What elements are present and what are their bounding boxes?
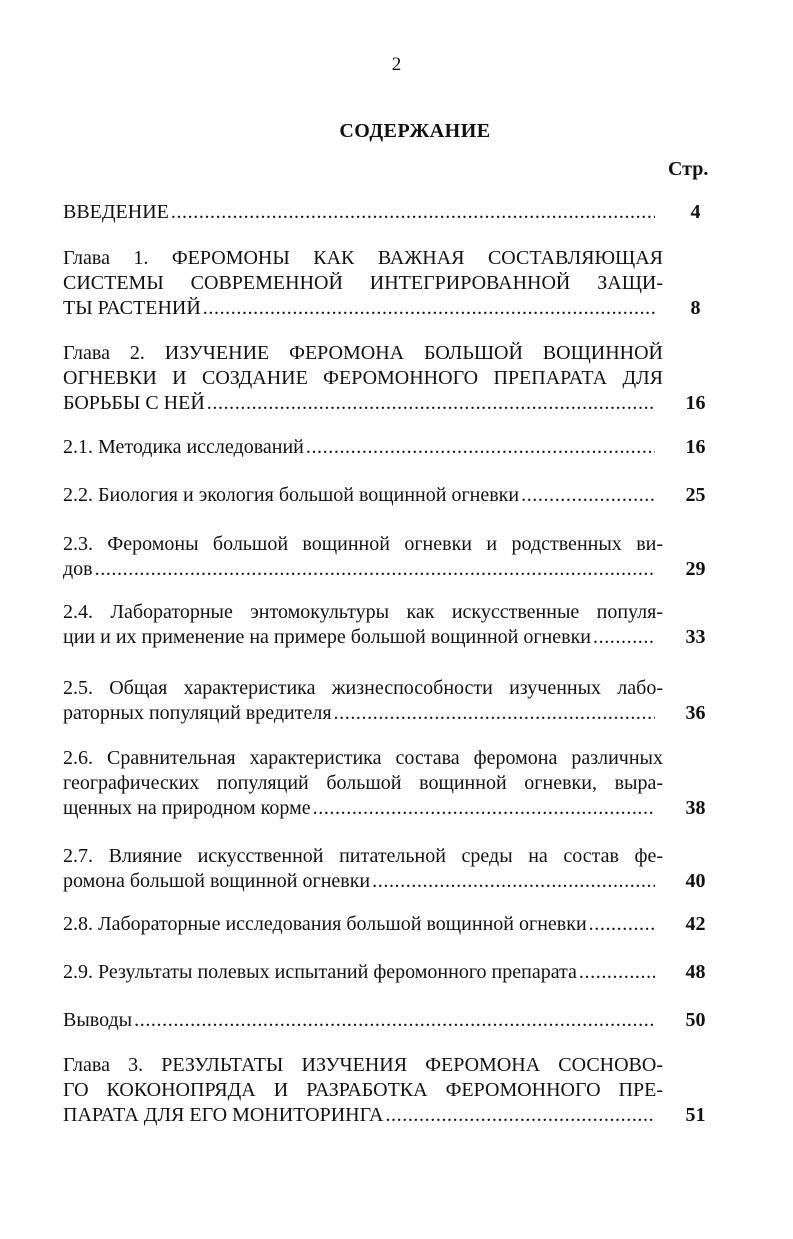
- toc-entry-text: ции и их применение на примере большой вощинной огневки: [63, 626, 591, 648]
- dot-leader: [579, 960, 655, 985]
- toc-entry: [63, 746, 706, 821]
- dot-leader: [306, 435, 655, 460]
- toc-entry-text: 2.2. Биология и экология большой вощинной огневки: [63, 484, 520, 506]
- toc-page-number: 42: [685, 913, 706, 935]
- toc-entry-text: ПАРАТА ДЛЯ ЕГО МОНИТОРИНГА: [63, 1104, 384, 1126]
- toc-entry: [63, 200, 701, 225]
- toc-entry-last-line: [63, 625, 663, 650]
- toc-entry: [63, 532, 706, 582]
- toc-entry-last-line: [63, 912, 663, 937]
- toc-page-number: 16: [685, 392, 706, 414]
- toc-entry: [63, 435, 706, 460]
- toc-entry: [63, 844, 706, 894]
- page-number: 2: [391, 54, 402, 75]
- toc-entry-text: ТЫ РАСТЕНИЙ: [63, 297, 201, 319]
- toc-entry-text: 2.3. Феромоны большой вощинной огневки и родственных ви-: [63, 533, 663, 555]
- toc-page-number: 4: [690, 201, 701, 223]
- toc-page-number: 8: [690, 297, 701, 319]
- toc-entry-text: 2.9. Результаты полевых испытаний феромонного препарата: [63, 961, 577, 983]
- toc-entry-text: ВВЕДЕНИЕ: [63, 201, 169, 223]
- toc-entry-text: Глава 2. ИЗУЧЕНИЕ ФЕРОМОНА БОЛЬШОЙ ВОЩИННОЙ: [63, 342, 663, 364]
- toc-entry-line: [63, 271, 663, 296]
- toc-entry-text: СИСТЕМЫ СОВРЕМЕННОЙ ИНТЕГРИРОВАННОЙ ЗАЩИ-: [63, 272, 663, 294]
- page-column-label: Стр.: [668, 158, 709, 180]
- toc-page-number: 48: [685, 961, 706, 983]
- toc-page-number: 29: [685, 558, 706, 580]
- toc-entry-text: 2.7. Влияние искусственной питательной среды на состав фе-: [63, 845, 663, 867]
- toc-entry-line: [63, 600, 663, 625]
- toc-entry-text: щенных на природном корме: [63, 797, 311, 819]
- toc-page-number: 40: [685, 870, 706, 892]
- toc-entry-last-line: [63, 960, 663, 985]
- dot-leader: [203, 296, 655, 321]
- toc-entry: [63, 246, 701, 321]
- dot-leader: [521, 483, 655, 508]
- toc-entry: [63, 912, 706, 937]
- toc-page-number: 25: [685, 484, 706, 506]
- toc-entry-text: ОГНЕВКИ И СОЗДАНИЕ ФЕРОМОННОГО ПРЕПАРАТА ДЛЯ: [63, 367, 663, 389]
- toc-entry-text: Глава 1. ФЕРОМОНЫ КАК ВАЖНАЯ СОСТАВЛЯЮЩАЯ: [63, 247, 663, 269]
- toc-page-number: 36: [685, 702, 706, 724]
- toc-entry: [63, 1053, 706, 1128]
- toc-entry-last-line: [63, 869, 663, 894]
- toc-entry-last-line: [63, 483, 663, 508]
- dot-leader: [385, 1103, 655, 1128]
- toc-entry-text: дов: [63, 558, 93, 580]
- toc-entry-text: раторных популяций вредителя: [63, 702, 332, 724]
- toc-entry: [63, 600, 706, 650]
- toc-entry-text: географических популяций большой вощинной огневки, выра-: [63, 772, 663, 794]
- toc-entry: [63, 960, 706, 985]
- toc-entry: [63, 1008, 706, 1033]
- toc-entry-text: 2.4. Лабораторные энтомокультуры как искусственные популя-: [63, 601, 663, 623]
- toc-entry-text: ГО КОКОНОПРЯДА И РАЗРАБОТКА ФЕРОМОННОГО ПРЕ-: [63, 1079, 663, 1101]
- toc-entry-text: ромона большой вощинной огневки: [63, 870, 371, 892]
- toc-entry-text: 2.5. Общая характеристика жизнеспособности изученных лабо-: [63, 677, 663, 699]
- page-title: СОДЕРЖАНИЕ: [339, 120, 491, 142]
- toc-entry-last-line: [63, 796, 663, 821]
- toc-entry-line: [63, 844, 663, 869]
- dot-leader: [95, 557, 655, 582]
- toc-entry-line: [63, 676, 663, 701]
- dot-leader: [334, 701, 655, 726]
- toc-entry-last-line: [63, 701, 663, 726]
- toc-entry-line: [63, 771, 663, 796]
- toc-entry-text: Выводы: [63, 1009, 133, 1031]
- toc-page-number: 33: [685, 626, 706, 648]
- toc-entry-last-line: [63, 435, 663, 460]
- toc-entry-last-line: [63, 1103, 663, 1128]
- toc-entry-line: [63, 532, 663, 557]
- toc-entry-line: [63, 246, 663, 271]
- toc-entry-last-line: [63, 200, 663, 225]
- toc-entry: [63, 676, 706, 726]
- toc-page-number: 50: [685, 1009, 706, 1031]
- dot-leader: [589, 912, 655, 937]
- dot-leader: [372, 869, 655, 894]
- toc-entry-line: [63, 1078, 663, 1103]
- dot-leader: [171, 200, 655, 225]
- toc-entry-text: 2.6. Сравнительная характеристика состава феромона различных: [63, 747, 663, 769]
- toc-entry-last-line: [63, 296, 663, 321]
- toc-entry-line: [63, 366, 663, 391]
- toc-entry-last-line: [63, 391, 663, 416]
- toc-entry-line: [63, 341, 663, 366]
- toc-entry-line: [63, 1053, 663, 1078]
- toc-entry-text: 2.8. Лабораторные исследования большой вощинной огневки: [63, 913, 587, 935]
- toc-entry-last-line: [63, 1008, 663, 1033]
- toc-page-number: 51: [685, 1104, 706, 1126]
- toc-entry: [63, 341, 706, 416]
- toc-entry-line: [63, 746, 663, 771]
- dot-leader: [134, 1008, 655, 1033]
- toc-entry: [63, 483, 706, 508]
- toc-entry-text: БОРЬБЫ С НЕЙ: [63, 392, 205, 414]
- toc-entry-last-line: [63, 557, 663, 582]
- dot-leader: [593, 625, 655, 650]
- toc-entry-text: Глава 3. РЕЗУЛЬТАТЫ ИЗУЧЕНИЯ ФЕРОМОНА СОСНОВО-: [63, 1054, 663, 1076]
- toc-page-number: 38: [685, 797, 706, 819]
- dot-leader: [207, 391, 655, 416]
- toc-entry-text: 2.1. Методика исследований: [63, 436, 304, 458]
- dot-leader: [313, 796, 655, 821]
- toc-page-number: 16: [685, 436, 706, 458]
